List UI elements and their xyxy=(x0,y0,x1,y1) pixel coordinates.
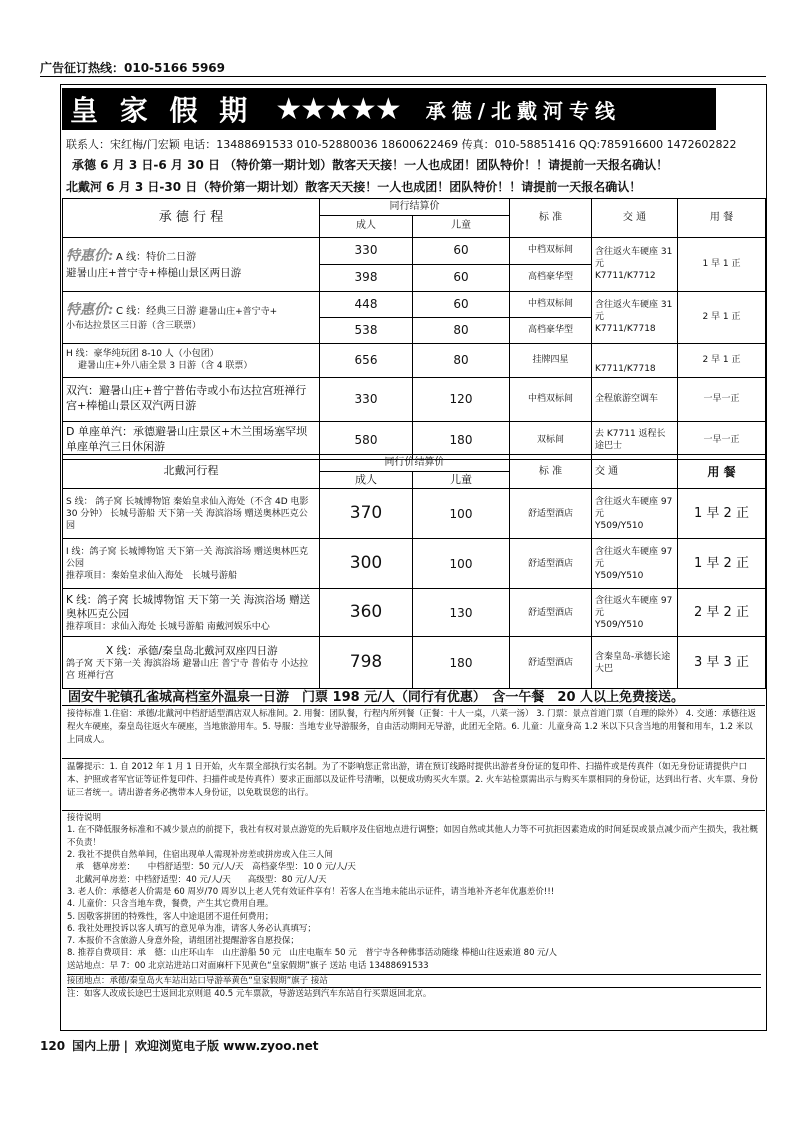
route-a-transport: 含往返火车硬座 31 元 K7711/K7712 xyxy=(592,237,678,291)
beidaihe-table xyxy=(62,454,766,689)
note-item: 接团地点：承德/秦皇岛火车站出站口导游举黄色“皇家假期”旗子 接站 xyxy=(67,974,761,987)
route-k-meal: 2 早 2 正 xyxy=(678,589,766,637)
discount-badge: 特惠价: xyxy=(66,302,114,319)
route-s-transport: 含往返火车硬座 97 元 Y509/Y510 xyxy=(592,489,678,539)
table-row xyxy=(63,377,766,421)
route-c-transport: 含往返火车硬座 31 元 K7711/K7718 xyxy=(592,291,678,343)
beidaihe-header-meal: 用 餐 xyxy=(678,455,766,489)
route-d-child: 180 xyxy=(413,421,510,459)
route-h-adult: 656 xyxy=(320,343,413,377)
route-a-detail: 避暑山庄+普宁寺+棒槌山景区两日游 xyxy=(66,267,242,280)
table-row xyxy=(63,539,766,589)
page-footer: 120 国内上册 | 欢迎浏览电子版 www.zyoo.net xyxy=(40,1039,319,1053)
route-c-detail: 避暑山庄+普宁寺+ xyxy=(199,307,278,318)
route-a-meal: 1 早 1 正 xyxy=(678,237,766,291)
reception-notes xyxy=(63,812,765,1001)
route-x-cell xyxy=(63,637,320,689)
route-c-child-mid: 60 xyxy=(413,291,510,317)
route-shuangqi-child: 120 xyxy=(413,377,510,421)
route-i-cell xyxy=(63,539,320,589)
route-a-standard-high: 高档豪华型 xyxy=(510,264,592,291)
note-item: 1. 在不降低服务标准和不减少景点的前提下，我社有权对景点游览的先后顺序及住宿地点进行调整；如因自然或其他人力等不可抗拒因素造成的时间延误或景点减少而产生损失，我社概不负责！ xyxy=(67,825,758,848)
route-k: K 线：鸽子窝 长城博物馆 天下第一关 海滨浴场 赠送奥林匹克公园 xyxy=(66,593,311,620)
table-row xyxy=(63,237,766,264)
route-a-child-mid: 60 xyxy=(413,237,510,264)
note-item: 3. 老人价：承德老人价需是 60 周岁/70 周岁以上老人凭有效证件享有！若客人在当地未能出示证件，请当地补齐老年优惠差价!!! xyxy=(67,886,555,897)
oneday-trip: 固安牛驼镇孔雀城高档室外温泉一日游 门票 198 元/人（同行有优惠） 含一午餐 20 人以上免费接送。 xyxy=(68,690,685,705)
route-h-child: 80 xyxy=(413,343,510,377)
route-k-standard: 舒适型酒店 xyxy=(510,589,592,637)
promo-chengde: 承德 6 月 3 日-6 月 30 日 （特价第一期计划）散客天天接！一人也成团！团队特价！！请提前一天报名确认！ xyxy=(72,158,669,172)
route-h-cell xyxy=(63,343,320,377)
route-x-meal: 3 早 3 正 xyxy=(678,637,766,689)
route-i-note: 推荐项目：秦始皇求仙入海处 长城号游船 xyxy=(66,570,238,581)
beidaihe-header-transport: 交 通 xyxy=(592,455,678,489)
chengde-header-title: 承 德 行 程 xyxy=(63,199,320,238)
route-a-title: A 线：特价二日游 xyxy=(116,252,197,264)
route-x-child: 180 xyxy=(413,637,510,689)
route-d-transport: 去 K7711 返程长途巴士 xyxy=(592,421,678,459)
chengde-header-child: 儿童 xyxy=(413,215,510,237)
chengde-header-price-group: 同行结算价 xyxy=(320,199,510,216)
route-c-adult-high: 538 xyxy=(320,317,413,343)
route-s: S 线： 鸽子窝 长城博物馆 秦始皇求仙入海处（不含 4D 电影 30 分钟） 长城号游船 天下第一关 海滨浴场 赠送奥林匹克公园 xyxy=(63,489,320,539)
beidaihe-header-standard: 标 准 xyxy=(510,455,592,489)
route-s-child: 100 xyxy=(413,489,510,539)
route-c-adult-mid: 448 xyxy=(320,291,413,317)
route-d: D 单座单汽：承德避暑山庄景区+木兰围场塞罕坝单座单汽三日休闲游 xyxy=(63,421,320,459)
table-row xyxy=(63,637,766,689)
note-item: 北戴河单房差：中档舒适型：40 元/人/天 高级型：80 元/人/天 xyxy=(67,874,327,885)
route-shuangqi-standard: 中档双标间 xyxy=(510,377,592,421)
chengde-header-adult: 成人 xyxy=(320,215,413,237)
route-i-transport: 含往返火车硬座 97 元 Y509/Y510 xyxy=(592,539,678,589)
note-item: 6. 我社处理投诉以客人填写的意见单为准，请客人务必认真填写； xyxy=(67,923,316,934)
route-subtitle: 承德/北戴河专线 xyxy=(425,98,622,123)
table-row xyxy=(63,343,766,377)
route-i-standard: 舒适型酒店 xyxy=(510,539,592,589)
page-number: 120 xyxy=(40,1039,66,1053)
route-a-cell xyxy=(63,237,320,291)
route-shuangqi-meal: 一早一正 xyxy=(678,377,766,421)
route-x-transport: 含秦皇岛-承德长途大巴 xyxy=(592,637,678,689)
star-rating: ★★★★★ xyxy=(275,91,400,127)
table-row xyxy=(63,291,766,317)
route-a-child-high: 60 xyxy=(413,264,510,291)
promo-beidaihe: 北戴河 6 月 3 日-30 日（特价第一期计划）散客天天接！一人也成团！团队特价！！请提前一天报名确认！ xyxy=(66,180,642,194)
top-divider xyxy=(40,76,766,77)
route-a-adult-high: 398 xyxy=(320,264,413,291)
route-shuangqi-adult: 330 xyxy=(320,377,413,421)
route-a-standard-mid: 中档双标间 xyxy=(510,237,592,264)
route-x: X 线：承德/秦皇岛北戴河双座四日游 xyxy=(106,644,278,657)
notes-title: 接待说明 xyxy=(67,813,102,823)
route-s-standard: 舒适型酒店 xyxy=(510,489,592,539)
route-k-cell xyxy=(63,589,320,637)
section-name: 国内上册 xyxy=(72,1039,121,1053)
route-k-adult: 360 xyxy=(320,589,413,637)
route-a-adult-mid: 330 xyxy=(320,237,413,264)
route-shuangqi-transport: 全程旅游空调车 xyxy=(592,377,678,421)
route-shuangqi: 双汽：避暑山庄+普宁普佑寺或小布达拉宫班禅行宫+棒槌山景区双汽两日游 xyxy=(63,377,320,421)
note-item: 7. 本报价不含旅游人身意外险，请组团社提醒游客自愿投保； xyxy=(67,936,299,947)
note-item: 送站地点：早 7：00 北京站进站口对面麻杆下见黄色“皇家假期”旗子 送站 电话 13488691533 xyxy=(67,960,429,971)
route-h-title: H 线：豪华纯玩团 8-10 人（小包团） xyxy=(66,348,219,359)
ad-hotline: 广告征订热线：010-5166 5969 xyxy=(40,61,226,75)
route-c-cell xyxy=(63,291,320,343)
chengde-header-transport: 交 通 xyxy=(592,199,678,238)
table-row xyxy=(63,489,766,539)
route-c-meal: 2 早 1 正 xyxy=(678,291,766,343)
discount-badge: 特惠价: xyxy=(66,248,114,265)
contact-line: 联系人：宋红梅/门宏颖 电话：13488691533 010-52880036 18600622469 传真：010-58851416 QQ:785916600 1472602822 xyxy=(66,138,737,151)
route-h-transport: K7711/K7718 xyxy=(592,343,678,377)
service-standards: 接待标准 1.住宿：承德/北戴河中档舒适型酒店双人标准间。2. 用餐：团队餐，行程内所列餐（正餐：十人一桌，八菜一汤） 3. 门票：景点首道门票（自理的除外） 4. 交通：承德往返程火车硬座，秦皇岛往返火车硬座，当地旅游用车。5. 导服：当地专业导游服务，自由活动期间无导游，此团无全陪。6. 儿童：儿童身高 1.2 米以下只含当地的用餐和用车，1.2 米以上同成人。 xyxy=(67,709,757,746)
route-k-note: 推荐项目：求仙入海处 长城号游船 南戴河娱乐中心 xyxy=(66,621,270,632)
note-item: 4. 儿童价：只含当地车费，餐费，产生其它费用自理。 xyxy=(67,899,274,910)
chengde-table xyxy=(62,198,766,460)
title-banner xyxy=(62,88,716,130)
note-item: 2. 我社不提供自然单间，住宿出现单人需现补房差或拼房或入住三人间 xyxy=(67,849,333,860)
route-h-detail: 避暑山庄+外八庙全景 3 日游（含 4 联票） xyxy=(78,361,253,371)
route-x-standard: 舒适型酒店 xyxy=(510,637,592,689)
footer-text: 欢迎浏览电子版 www.zyoo.net xyxy=(134,1039,319,1053)
route-i-adult: 300 xyxy=(320,539,413,589)
beidaihe-header-child: 儿童 xyxy=(413,471,510,489)
beidaihe-header-price-group: 同行价结算价 xyxy=(320,455,510,472)
route-c-standard-mid: 中档双标间 xyxy=(510,291,592,317)
route-c-child-high: 80 xyxy=(413,317,510,343)
note-item: 承 德单房差： 中档舒适型：50 元/人/天 高档豪华型：10 0 元/人/天 xyxy=(67,862,356,873)
route-c-standard-high: 高档豪华型 xyxy=(510,317,592,343)
route-c-detail2: 小布达拉景区三日游（含三联票） xyxy=(66,321,202,332)
route-s-adult: 370 xyxy=(320,489,413,539)
route-k-transport: 含往返火车硬座 97 元 Y509/Y510 xyxy=(592,589,678,637)
route-d-adult: 580 xyxy=(320,421,413,459)
route-d-standard: 双标间 xyxy=(510,421,592,459)
divider xyxy=(62,758,765,759)
route-x-adult: 798 xyxy=(320,637,413,689)
brand-title: 皇 家 假 期 xyxy=(70,94,254,127)
chengde-header-standard: 标 准 xyxy=(510,199,592,238)
note-item: 5. 因敬客拼团的特殊性，客人中途退团不退任何费用； xyxy=(67,911,274,922)
chengde-header-meal: 用 餐 xyxy=(678,199,766,238)
beidaihe-header-adult: 成人 xyxy=(320,471,413,489)
route-c-title: C 线：经典三日游 xyxy=(116,306,197,318)
route-i: I 线：鸽子窝 长城博物馆 天下第一关 海滨浴场 赠送奥林匹克公园 xyxy=(66,546,308,569)
route-i-child: 100 xyxy=(413,539,510,589)
table-row xyxy=(63,589,766,637)
route-h-meal: 2 早 1 正 xyxy=(678,343,766,377)
route-d-meal: 一早一正 xyxy=(678,421,766,459)
route-k-child: 130 xyxy=(413,589,510,637)
note-item: 注：如客人改成长途巴士返回北京则退 40.5 元车票款，导游送站到汽车东站自行买票返回北京。 xyxy=(67,987,761,1000)
reminder: 温馨提示：1. 自 2012 年 1 月 1 日开始，火车票全部执行实名制。为了不影响您正常出游，请在预订线路时提供出游者身份证的复印件、扫描件或是传真件（如无身份证请提供户口本、护照或者军官证等证件复印件、扫描件或是传真件）要求正面部以及证件号清晰，以便成功购买火车票。2. 火车站检票需出示与购买车票相同的身份证，达到出行者、火车票、身份证三者统一。请出游者务必携带本人身份证，以免耽误您的出行。 xyxy=(67,762,758,799)
route-x-detail: 鸽子窝 天下第一关 海滨浴场 避暑山庄 普宁寺 普佑寺 小达拉宫 班禅行宫 xyxy=(66,658,309,681)
route-h-standard: 挂牌四星 xyxy=(510,343,592,377)
divider xyxy=(62,705,765,706)
route-s-meal: 1 早 2 正 xyxy=(678,489,766,539)
divider xyxy=(62,810,765,811)
route-i-meal: 1 早 2 正 xyxy=(678,539,766,589)
beidaihe-header-title: 北戴河行程 xyxy=(63,455,320,489)
note-item: 8. 推荐自费项目：承 德：山庄环山车 山庄游船 50 元 山庄电瓶车 50 元 普宁寺各种佛事活动随缘 棒槌山往返索道 80 元/人 xyxy=(67,948,558,959)
